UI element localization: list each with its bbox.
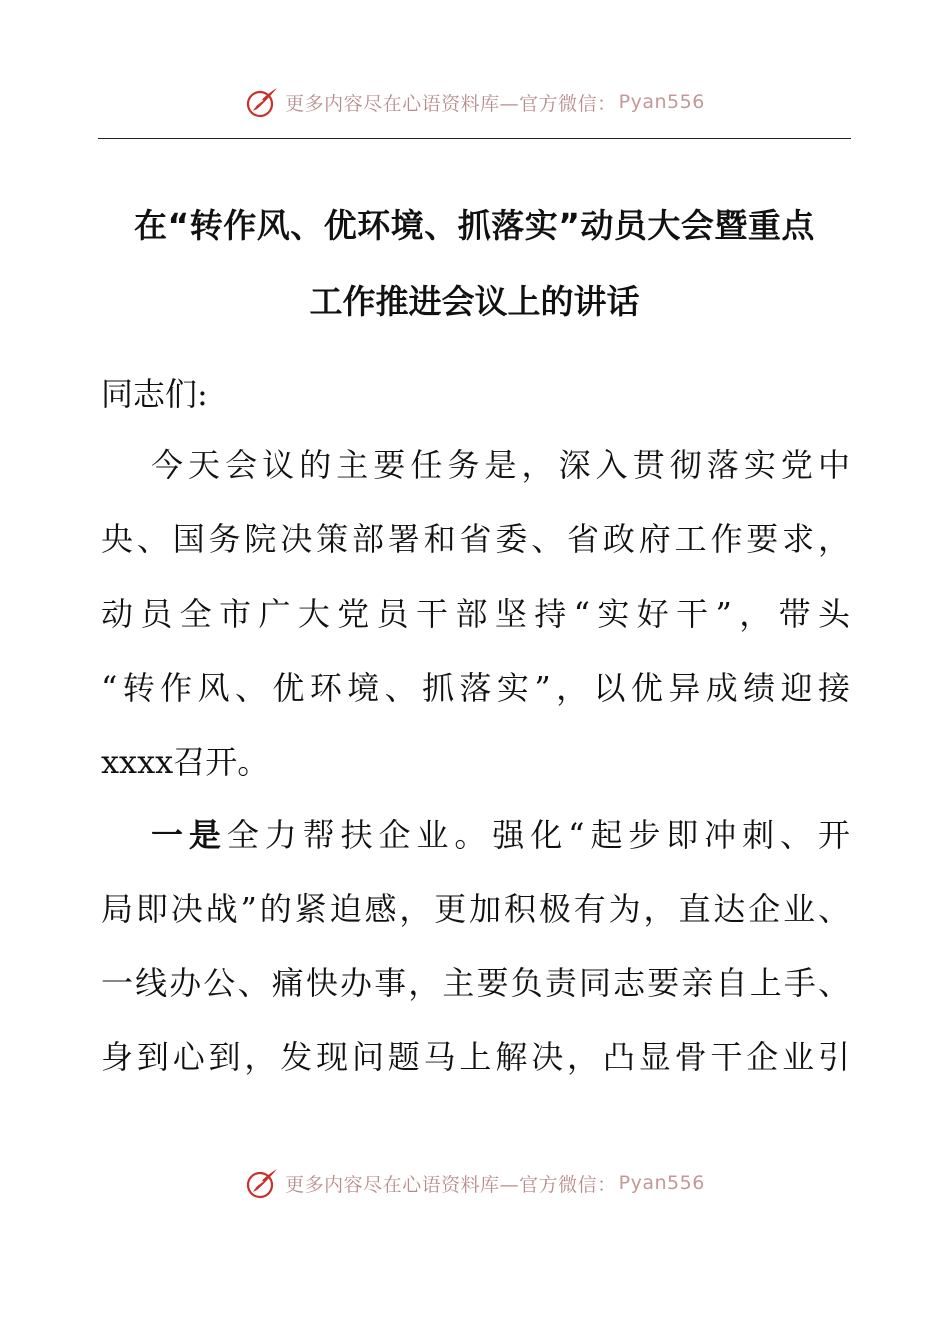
watermark-footer bbox=[0, 1163, 950, 1203]
paragraph-1-line-5: xxxx召开。 bbox=[101, 743, 270, 781]
watermark-header bbox=[0, 82, 950, 122]
paragraph-1-line-3: 动员全市广大党员干部坚持“实好干”，带头 bbox=[101, 595, 850, 633]
paragraph-1-line-4: “转作风、优环境、抓落实”，以优异成绩迎接 bbox=[101, 669, 850, 707]
paragraph-2-first-text: 全力帮扶企业。强化“起步即冲刺、开 bbox=[226, 816, 850, 854]
paragraph-2-line-3: 一线办公、痛快办事，主要负责同志要亲自上手、 bbox=[101, 964, 850, 1002]
quill-logo-icon bbox=[245, 85, 279, 119]
paragraph-2-line-4: 身到心到，发现问题马上解决，凸显骨干企业引 bbox=[101, 1038, 850, 1076]
paragraph-2-line-1 bbox=[151, 815, 850, 855]
paragraph-1-line-1: 今天会议的主要任务是，深入贯彻落实党中 bbox=[151, 446, 850, 484]
watermark-text: 更多内容尽在心语资料库—官方微信： bbox=[285, 1173, 617, 1196]
salutation: 同志们: bbox=[101, 375, 208, 413]
watermark-wechat-id: Pyan556 bbox=[618, 91, 705, 113]
paragraph-1-line-2: 央、国务院决策部署和省委、省政府工作要求， bbox=[101, 520, 850, 558]
watermark-wechat-id: Pyan556 bbox=[618, 1172, 705, 1194]
header-divider bbox=[98, 138, 851, 139]
document-title-line-2: 工作推进会议上的讲话 bbox=[309, 282, 640, 321]
document-title-line-1: 在“转作风、优环境、抓落实”动员大会暨重点 bbox=[134, 206, 815, 245]
paragraph-2-line-2: 局即决战”的紧迫感，更加积极有为，直达企业、 bbox=[101, 890, 850, 928]
paragraph-2-lead: 一是 bbox=[151, 816, 227, 854]
watermark-text: 更多内容尽在心语资料库—官方微信： bbox=[285, 92, 617, 115]
quill-logo-icon bbox=[245, 1166, 279, 1200]
